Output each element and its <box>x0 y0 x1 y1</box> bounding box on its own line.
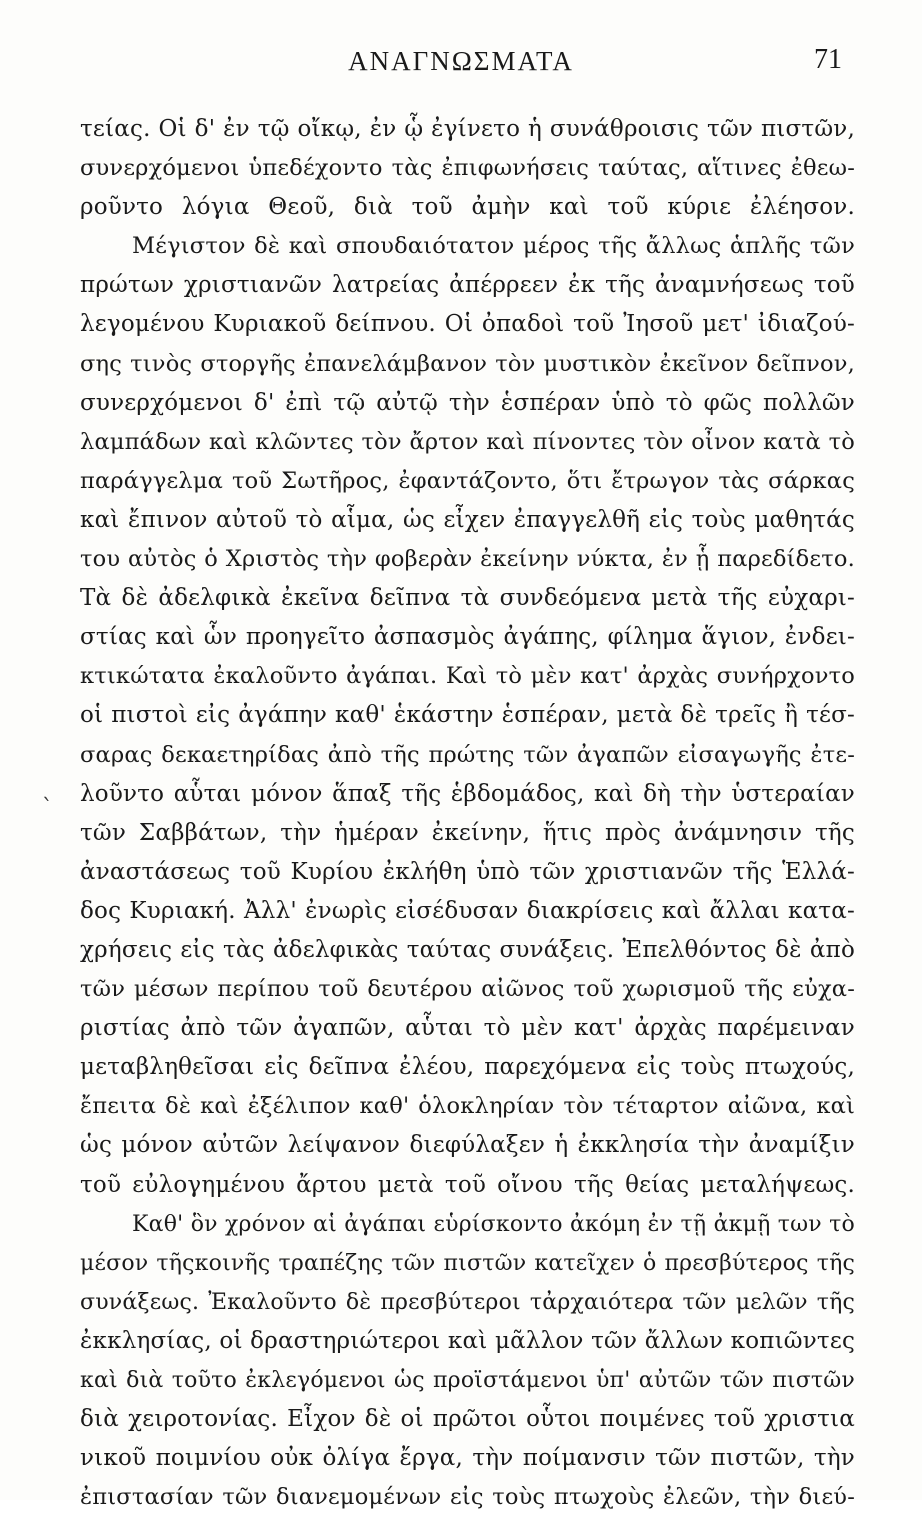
text-line: καὶ ἔπινον αὐτοῦ τὸ αἷμα, ὡς εἶχεν ἐπαγγελθῆ εἰς τοὺς μαθητάς <box>80 506 855 533</box>
page-number: 71 <box>814 44 842 75</box>
running-title: ΑΝΑΓΝΩΣΜΑΤΑ <box>348 46 574 76</box>
text-line: τῶν μέσων περίπου τοῦ δευτέρου αἰῶνος τοῦ χωρισμοῦ τῆς εὐχα- <box>80 976 855 1003</box>
text-line: λαμπάδων καὶ κλῶντες τὸν ἄρτον καὶ πίνοντες τὸν οἶνον κατὰ τὸ <box>80 428 855 455</box>
text-line: καὶ διὰ τοῦτο ἐκλεγόμενοι ὡς προϊστάμενοι ὑπ' αὐτῶν τῶν πιστῶν <box>80 1368 855 1393</box>
body-text <box>80 110 855 1517</box>
text-line: συνάξεως. Ἐκαλοῦντο δὲ πρεσβύτεροι τἀρχαιότερα τῶν μελῶν τῆς <box>80 1289 855 1315</box>
text-line: Τὰ δὲ ἀδελφικὰ ἐκεῖνα δεῖπνα τὰ συνδεόμενα μετὰ τῆς εὐχαρι- <box>80 585 855 612</box>
margin-mark: ` <box>42 796 53 821</box>
text-line: τείας. Οἱ δ' ἐν τῷ οἴκῳ, ἐν ᾧ ἐγίνετο ἡ συνάθροισις τῶν πιστῶν, <box>80 116 855 142</box>
text-line: στίας καὶ ὧν προηγεῖτο ἀσπασμὸς ἀγάπης, φίλημα ἅγιον, ἐνδει- <box>80 624 855 651</box>
text-line: ἀναστάσεως τοῦ Κυρίου ἐκλήθη ὑπὸ τῶν χριστιανῶν τῆς Ἑλλά- <box>80 858 855 885</box>
text-line: οἱ πιστοὶ εἰς ἀγάπην καθ' ἑκάστην ἑσπέραν, μετὰ δὲ τρεῖς ἢ τέσ- <box>80 702 855 729</box>
text-line: τοῦ εὐλογημένου ἄρτου μετὰ τοῦ οἴνου τῆς θείας μεταλήψεως. <box>80 1171 855 1198</box>
text-line: κτικώτατα ἐκαλοῦντο ἀγάπαι. Καὶ τὸ μὲν κατ' ἀρχὰς συνήρχοντο <box>80 663 855 690</box>
text-line: Μέγιστον δὲ καὶ σπουδαιότατον μέρος τῆς ἄλλως ἁπλῆς τῶν <box>132 233 855 260</box>
text-line: σης τινὸς στοργῆς ἐπανελάμβανον τὸν μυστικὸν ἐκεῖνον δεῖπνον, <box>80 350 855 377</box>
text-line: νικοῦ ποιμνίου οὐκ ὀλίγα ἔργα, τὴν ποίμανσιν τῶν πιστῶν, τὴν <box>80 1445 855 1472</box>
text-line: διὰ χειροτονίας. Εἶχον δὲ οἱ πρῶτοι οὗτοι ποιμένες τοῦ χριστια <box>80 1406 855 1433</box>
text-line: παράγγελμα τοῦ Σωτῆρος, ἐφαντάζοντο, ὅτι ἔτρωγον τὰς σάρκας <box>80 467 855 494</box>
text-line: μεταβληθεῖσαι εἰς δεῖπνα ἐλέου, παρεχόμενα εἰς τοὺς πτωχούς, <box>80 1054 855 1081</box>
text-line: ροῦντο λόγια Θεοῦ, διὰ τοῦ ἀμὴν καὶ τοῦ κύριε ἐλέησον. <box>80 194 855 221</box>
text-line: ἐπιστασίαν τῶν διανεμομένων εἰς τοὺς πτωχοὺς ἐλεῶν, τὴν διεύ- <box>80 1484 855 1511</box>
text-line: συνερχόμενοι ὑπεδέχοντο τὰς ἐπιφωνήσεις ταύτας, αἵτινες ἐθεω- <box>80 155 855 182</box>
text-line: πρώτων χριστιανῶν λατρείας ἀπέρρεεν ἐκ τῆς ἀναμνήσεως τοῦ <box>80 272 855 299</box>
text-line: συνερχόμενοι δ' ἐπὶ τῷ αὐτῷ τὴν ἑσπέραν ὑπὸ τὸ φῶς πολλῶν <box>80 389 855 416</box>
text-line: ἔπειτα δὲ καὶ ἐξέλιπον καθ' ὁλοκληρίαν τὸν τέταρτον αἰῶνα, καὶ <box>80 1093 855 1120</box>
text-line: δος Κυριακή. Ἀλλ' ἐνωρὶς εἰσέδυσαν διακρίσεις καὶ ἄλλαι κατα- <box>80 897 855 924</box>
text-line: ὡς μόνον αὐτῶν λείψανον διεφύλαξεν ἡ ἐκκλησία τὴν ἀναμίξιν <box>80 1132 855 1159</box>
text-line: τῶν Σαββάτων, τὴν ἡμέραν ἐκείνην, ἥτις πρὸς ἀνάμνησιν τῆς <box>80 819 855 846</box>
text-line: ριστίας ἀπὸ τῶν ἀγαπῶν, αὗται τὸ μὲν κατ' ἀρχὰς παρέμειναν <box>80 1015 855 1042</box>
text-line: ἐκκλησίας, οἱ δραστηριώτεροι καὶ μᾶλλον τῶν ἄλλων κοπιῶντες <box>80 1327 855 1354</box>
text-line: λεγομένου Κυριακοῦ δείπνου. Οἱ ὀπαδοὶ τοῦ Ἰησοῦ μετ' ἰδιαζού- <box>80 311 855 338</box>
text-line: του αὐτὸς ὁ Χριστὸς τὴν φοβερὰν ἐκείνην νύκτα, ἐν ᾗ παρεδίδετο. <box>80 546 855 573</box>
text-line: λοῦντο αὗται μόνον ἅπαξ τῆς ἑβδομάδος, καὶ δὴ τὴν ὑστεραίαν <box>80 780 855 807</box>
text-line: χρήσεις εἰς τὰς ἀδελφικὰς ταύτας συνάξεις. Ἐπελθόντος δὲ ἀπὸ <box>80 936 855 963</box>
page-header <box>0 40 922 88</box>
text-line: Καθ' ὃν χρόνον αἱ ἀγάπαι εὑρίσκοντο ἀκόμη ἐν τῇ ἀκμῇ των τὸ <box>132 1211 855 1237</box>
text-line: μέσον τῆςκοινῆς τραπέζης τῶν πιστῶν κατεῖχεν ὁ πρεσβύτερος τῆς <box>80 1250 855 1276</box>
text-line: σαρας δεκαετηρίδας ἀπὸ τῆς πρώτης τῶν ἀγαπῶν εἰσαγωγῆς ἐτε- <box>80 741 855 768</box>
